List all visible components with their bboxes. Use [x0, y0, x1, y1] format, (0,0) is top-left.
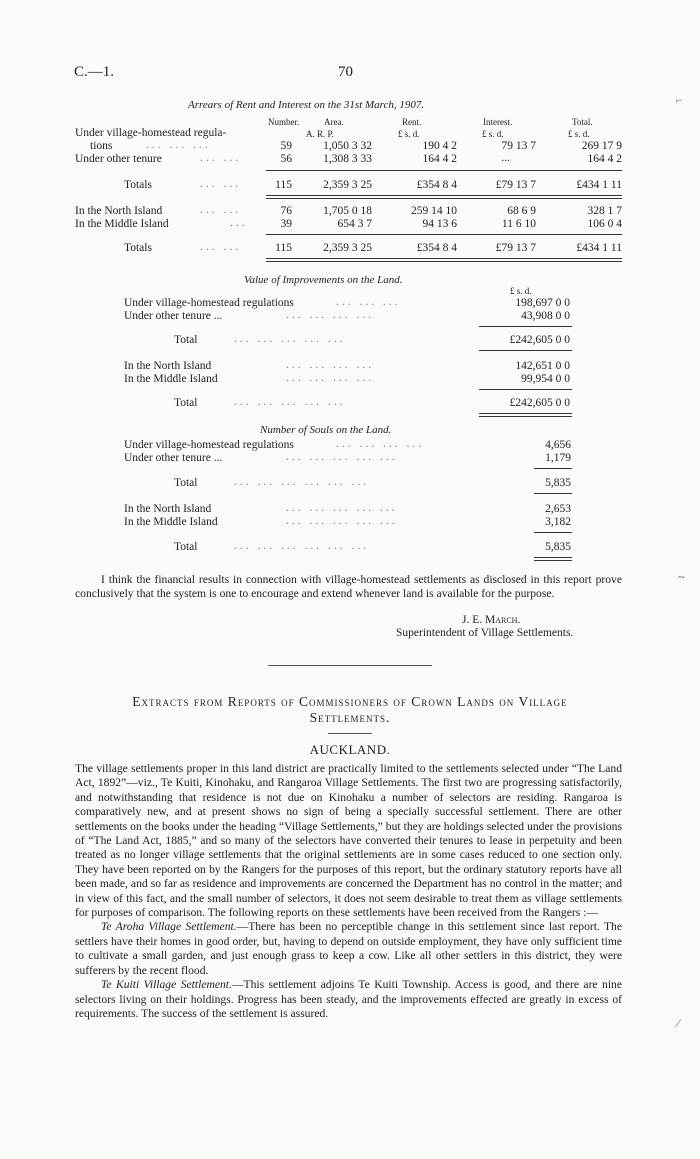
leader-dots: ... ... ...: [146, 139, 211, 151]
heading-divider: [328, 733, 372, 734]
te-aroha-paragraph: [75, 920, 622, 978]
leader-dots: ... ...: [200, 178, 242, 190]
te-kuiti-title: Te Kuiti Village Settlement.: [101, 978, 232, 992]
souls-value: 2,653: [545, 503, 571, 515]
signer-title: Superintendent of Village Settlements.: [396, 627, 574, 639]
improvement-value: 142,651 0 0: [515, 360, 570, 372]
leader-dots: ... ...: [200, 241, 242, 253]
district-heading: AUCKLAND.: [309, 742, 391, 757]
sub-interest: £ s. d.: [482, 129, 504, 139]
te-kuiti-paragraph: [75, 978, 622, 1021]
improvement-label: Under other tenure ...: [124, 310, 223, 322]
arrears-number: 56: [280, 153, 292, 165]
subtotal-rule: [479, 326, 572, 327]
leader-dots: ... ... ... ... ... ...: [234, 540, 370, 552]
souls-value: 5,835: [545, 541, 571, 553]
arrears-row-label: In the North Island: [75, 205, 163, 217]
souls-label: In the North Island: [124, 503, 212, 515]
improvement-value: £242,605 0 0: [509, 334, 570, 346]
arrears-area: 2,359 3 25: [323, 179, 372, 191]
col-head-total: Total.: [572, 117, 593, 127]
extract-body: [75, 762, 622, 1021]
te-aroha-title: Te Aroha Village Settlement.: [101, 920, 237, 934]
arrears-rent: 190 4 2: [422, 140, 457, 152]
subtotal-rule: [266, 234, 622, 235]
subtotal-rule: [479, 350, 572, 351]
souls-label: Total: [174, 477, 198, 489]
arrears-number: 39: [280, 218, 292, 230]
arrears-number: 59: [280, 140, 292, 152]
arrears-number: 76: [280, 205, 292, 217]
arrears-area: 2,359 3 25: [323, 242, 372, 254]
arrears-number: 115: [275, 179, 292, 191]
subtotal-rule: [534, 493, 572, 494]
arrears-total: £434 1 11: [576, 242, 622, 254]
improvement-label: Total: [174, 334, 198, 346]
arrears-interest: 68 6 9: [507, 205, 536, 217]
total-rule: [534, 557, 572, 561]
arrears-interest: £79 13 7: [495, 179, 536, 191]
extracts-heading: Extracts from Reports of Commissioners of Crown Lands on Village: [132, 694, 568, 709]
closing-paragraph: I think the financial results in connection with village-homestead settlements as disclosed in this report prove conclusively that the system is one to encourage and extend whenever land is available for the purpose.: [75, 573, 622, 601]
souls-label: Under other tenure ...: [124, 452, 223, 464]
arrears-total: 328 1 7: [587, 205, 622, 217]
arrears-area: 1,705 0 18: [323, 205, 372, 217]
improvements-title: Value of Improvements on the Land.: [244, 274, 403, 286]
leader-dots: ... ... ... ... ... ...: [234, 476, 370, 488]
subtotal-rule: [479, 389, 572, 390]
arrears-rent: 164 4 2: [422, 153, 457, 165]
souls-label: Under village-homestead regulations: [124, 439, 294, 451]
arrears-total: 164 4 2: [587, 153, 622, 165]
arrears-rent: 259 14 10: [411, 205, 457, 217]
leader-dots: ... ... ...: [336, 296, 401, 308]
margin-mark: ⌐: [676, 93, 683, 107]
auckland-paragraph: The village settlements proper in this land district are practically limited to the settlements selected under “The Land Act, 1892”—viz., Te Kuiti, Kinohaku, and Rangaroa Village Settlements. The first two are progressing satisfactorily, and notwithstanding that residence is not due on Kinohaku a number of selectors are residing. Rangaroa is comparatively new, and at present shows no sign of being a specially successful settlement. There are other settlements on the books under the heading “Village Settlements,” but they are holdings selected under the provisions of “The Land Act, 1885,” and so many of the selectors have converted their tenures to lease in perpetuity and been treated as no longer village settlements that the original settlements are in some cases reduced to one section only. They have been reported on by the Rangers for the purposes of this report, but the ordinary statutory reports have all been made, and so far as residence and improvements are concerned the Department has no control in the matter; and in view of this fact, and the small number of selectors, it does not seem desirable to treat them as village settlements for purposes of comparison. The following reports on these settlements have been received from the Rangers :—: [75, 762, 622, 920]
section-divider: [268, 665, 432, 666]
arrears-total: 106 0 4: [587, 218, 622, 230]
improvement-value: 198,697 0 0: [515, 297, 570, 309]
subtotal-rule: [534, 532, 572, 533]
souls-value: 3,182: [545, 516, 571, 528]
leader-dots: ... ... ... ...: [286, 372, 375, 384]
arrears-row-label: tions: [90, 140, 113, 152]
leader-dots: ... ...: [200, 204, 242, 216]
sub-area: A. R. P.: [306, 129, 334, 139]
souls-value: 5,835: [545, 477, 571, 489]
arrears-rent: 94 13 6: [422, 218, 457, 230]
arrears-area: 1,308 3 33: [323, 153, 372, 165]
page-code: C.—1.: [74, 64, 115, 80]
sub-rent: £ s. d.: [398, 129, 420, 139]
arrears-interest: 11 6 10: [501, 218, 536, 230]
arrears-row-label: Totals: [124, 179, 152, 191]
improvement-label: In the Middle Island: [124, 373, 218, 385]
arrears-interest: 79 13 7: [501, 140, 536, 152]
te-kuiti-text: —This settlement adjoins Te Kuiti Township. Access is good, and there are nine selectors living on their holdings. Progress has been steady, and the improvements effected are greatly in excess of requirements. The success of the settlement is assured.: [75, 978, 622, 1020]
arrears-row-label: Under other tenure: [75, 153, 162, 165]
souls-value: 4,656: [545, 439, 571, 451]
arrears-interest: £79 13 7: [495, 242, 536, 254]
col-head-number: Number.: [268, 117, 300, 127]
margin-mark: ~: [678, 570, 685, 584]
arrears-total: £434 1 11: [576, 179, 622, 191]
signer-name: J. E. March.: [462, 614, 521, 626]
arrears-area: 654 3 7: [337, 218, 372, 230]
souls-label: In the Middle Island: [124, 516, 218, 528]
sub-total: £ s. d.: [568, 129, 590, 139]
leader-dots: ... ... ... ...: [286, 309, 375, 321]
improvement-label: In the North Island: [124, 360, 212, 372]
leader-dots: ...: [230, 217, 248, 229]
arrears-title: Arrears of Rent and Interest on the 31st March, 1907.: [188, 99, 425, 111]
total-rule: [266, 258, 622, 262]
page-number: 70: [338, 64, 353, 80]
col-head-rent: Rent.: [402, 117, 422, 127]
total-rule: [479, 413, 572, 417]
improvement-label: Total: [174, 397, 198, 409]
arrears-row-label: Totals: [124, 242, 152, 254]
souls-value: 1,179: [545, 452, 571, 464]
improvements-unit: £ s. d.: [510, 286, 532, 296]
margin-mark: ⁄: [677, 1016, 680, 1030]
arrears-total: 269 17 9: [581, 140, 622, 152]
souls-title: Number of Souls on the Land.: [260, 424, 392, 436]
souls-label: Total: [174, 541, 198, 553]
leader-dots: ... ... ... ...: [286, 359, 375, 371]
leader-dots: ... ...: [200, 152, 242, 164]
arrears-rent: £354 8 4: [416, 179, 457, 191]
arrears-row-label: Under village-homestead regula-: [75, 127, 227, 139]
arrears-rent: £354 8 4: [416, 242, 457, 254]
improvement-value: 99,954 0 0: [521, 373, 570, 385]
arrears-interest: ...: [501, 152, 510, 164]
subtotal-rule: [266, 170, 622, 171]
col-head-area: Area.: [324, 117, 344, 127]
improvement-value: £242,605 0 0: [509, 397, 570, 409]
extracts-heading-cont: Settlements.: [309, 710, 391, 725]
arrears-number: 115: [275, 242, 292, 254]
col-head-interest: Interest.: [483, 117, 513, 127]
improvement-value: 43,908 0 0: [521, 310, 570, 322]
leader-dots: ... ... ... ... ...: [286, 515, 398, 527]
arrears-area: 1,050 3 32: [323, 140, 372, 152]
leader-dots: ... ... ... ... ...: [234, 396, 346, 408]
improvement-label: Under village-homestead regulations: [124, 297, 294, 309]
te-aroha-text: —There has been no perceptible change in this settlement since last report. The settlers have their homes in good order, but, having to depend on outside employment, they have only sufficient time to cultivate a small garden, and just enough grass to keep a cow. Like all other settlers in this district, they were sufferers by the recent flood.: [75, 920, 622, 977]
arrears-row-label: In the Middle Island: [75, 218, 169, 230]
leader-dots: ... ... ... ... ...: [286, 451, 398, 463]
leader-dots: ... ... ... ... ...: [234, 333, 346, 345]
leader-dots: ... ... ... ...: [336, 438, 425, 450]
total-rule: [266, 195, 622, 199]
leader-dots: ... ... ... ... ...: [286, 502, 398, 514]
subtotal-rule: [534, 468, 572, 469]
